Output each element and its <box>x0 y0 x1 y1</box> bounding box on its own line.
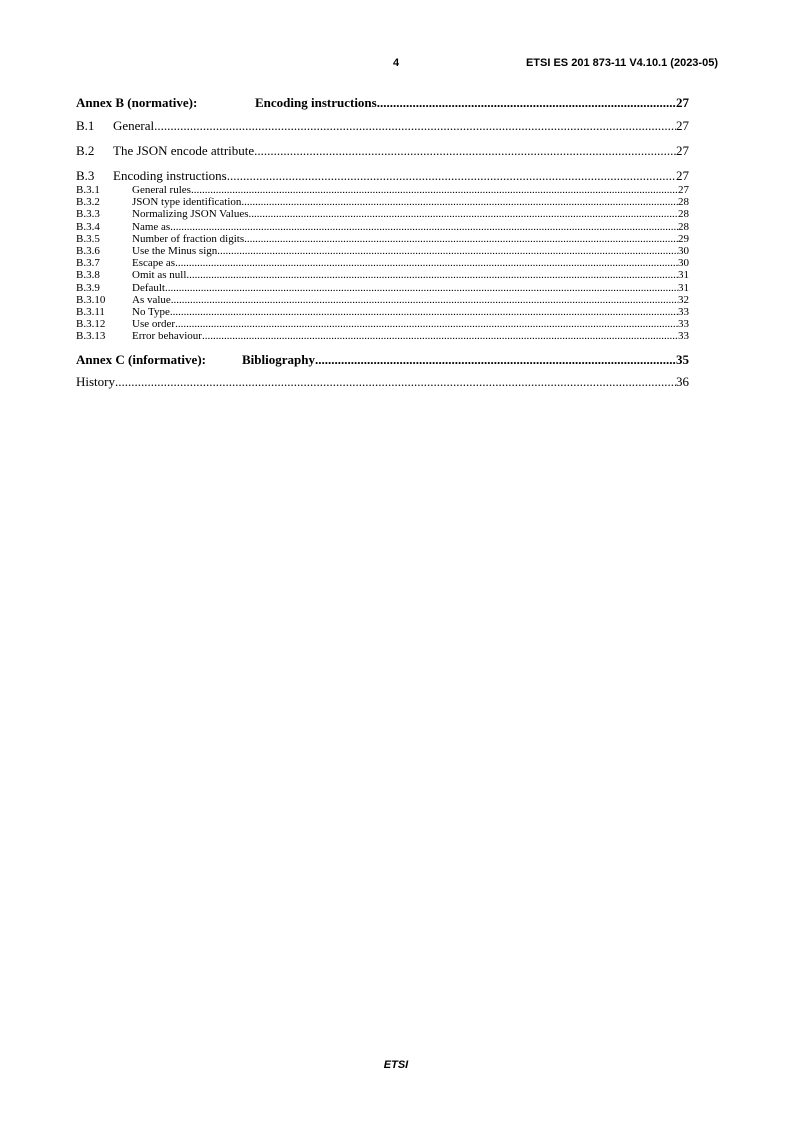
toc-entry-title: Name as <box>132 220 171 233</box>
toc-page-number: 31 <box>678 281 689 294</box>
dot-leader <box>241 196 678 208</box>
dot-leader <box>202 330 678 342</box>
toc-page-number: 36 <box>676 373 689 389</box>
toc-entry-title: History <box>76 373 115 389</box>
toc-page-number: 31 <box>678 269 689 282</box>
toc-entry-title: Error behaviour <box>132 330 202 343</box>
dot-leader <box>191 184 678 196</box>
toc-entry-b3[interactable] <box>76 168 689 184</box>
toc-clause-number: B.3.11 <box>76 306 105 319</box>
toc-entry-b3-8[interactable] <box>76 269 689 281</box>
dot-leader <box>170 306 678 318</box>
dot-leader <box>249 208 678 220</box>
dot-leader <box>175 318 678 330</box>
toc-entry-b3-12[interactable] <box>76 318 689 330</box>
dot-leader <box>254 143 676 159</box>
toc-entry-title: Encoding instructions <box>113 168 227 183</box>
toc-entry-history[interactable] <box>76 374 689 390</box>
toc-page-number: 30 <box>678 245 689 258</box>
toc-page-number: 27 <box>678 184 689 196</box>
toc-clause-number: B.2 <box>76 143 95 158</box>
toc-entry-title: No Type <box>132 306 170 319</box>
toc-clause-number: B.3.9 <box>76 281 100 294</box>
toc-entry-annex-b[interactable] <box>76 94 689 111</box>
toc-clause-number: B.3.13 <box>76 330 106 343</box>
toc-entry-annex-c[interactable] <box>76 351 689 368</box>
toc-entry-b3-7[interactable] <box>76 257 689 269</box>
toc-entry-b3-2[interactable] <box>76 196 689 208</box>
document-id: ETSI ES 201 873-11 V4.10.1 (2023-05) <box>525 57 718 69</box>
toc-page-number: 28 <box>678 196 689 209</box>
toc-page-number: 27 <box>676 95 689 110</box>
toc-entry-b3-10[interactable] <box>76 294 689 306</box>
toc-entry-b3-9[interactable] <box>76 282 689 294</box>
toc-entry-title: Escape as <box>132 257 176 270</box>
toc-page-number: 27 <box>676 143 689 158</box>
toc-clause-number: B.3.4 <box>76 220 100 233</box>
toc-entry-title: Use the Minus sign <box>132 245 218 258</box>
dot-leader <box>315 351 676 368</box>
toc-entry-title: Normalizing JSON Values <box>132 208 249 221</box>
toc-entry-title: Encoding instructions <box>255 95 377 110</box>
toc-entry-title: General <box>113 118 155 133</box>
toc-entry-title: General rules <box>132 184 191 196</box>
toc-clause-number: B.3 <box>76 168 95 183</box>
toc-entry-b3-3[interactable] <box>76 208 689 220</box>
toc-subclause-list <box>76 184 689 343</box>
toc-page-number: 28 <box>678 208 689 221</box>
toc-clause-number: B.3.5 <box>76 232 100 245</box>
toc-page-number: 28 <box>678 220 689 233</box>
toc-clause-number: B.3.1 <box>76 184 100 196</box>
dot-leader <box>175 257 678 269</box>
toc-entry-b1[interactable] <box>76 118 689 134</box>
toc-entry-b3-11[interactable] <box>76 306 689 318</box>
toc-entry-title: As value <box>132 293 171 306</box>
toc-entry-title: Bibliography <box>242 351 315 367</box>
toc-page-number: 27 <box>676 168 689 183</box>
dot-leader <box>217 245 678 257</box>
dot-leader <box>115 374 676 390</box>
toc-entry-title: JSON type identification <box>132 196 242 209</box>
toc-page-number: 27 <box>676 118 689 133</box>
toc-annex-label: Annex B (normative): <box>76 95 198 110</box>
toc-entry-b3-13[interactable] <box>76 330 689 342</box>
toc-entry-b2[interactable] <box>76 143 689 159</box>
toc-clause-number: B.1 <box>76 118 95 133</box>
toc-entry-b3-1[interactable] <box>76 184 689 196</box>
toc-clause-number: B.3.12 <box>76 318 106 331</box>
toc-clause-number: B.3.10 <box>76 293 106 306</box>
toc-entry-title: Default <box>132 281 165 294</box>
table-of-contents <box>76 94 689 390</box>
dot-leader <box>154 118 676 134</box>
toc-clause-number: B.3.8 <box>76 269 100 282</box>
toc-clause-number: B.3.3 <box>76 208 100 221</box>
toc-page-number: 33 <box>678 318 689 331</box>
dot-leader <box>165 282 678 294</box>
toc-annex-label: Annex C (informative): <box>76 351 206 367</box>
dot-leader <box>171 294 678 306</box>
dot-leader <box>227 168 676 184</box>
dot-leader <box>377 94 676 111</box>
toc-page-number: 30 <box>678 257 689 270</box>
toc-page-number: 33 <box>678 306 689 319</box>
dot-leader <box>186 269 678 281</box>
toc-entry-b3-5[interactable] <box>76 233 689 245</box>
toc-entry-b3-4[interactable] <box>76 221 689 233</box>
toc-clause-number: B.3.2 <box>76 196 100 209</box>
dot-leader <box>244 233 678 245</box>
toc-page-number: 32 <box>678 293 689 306</box>
toc-entry-title: Omit as null <box>132 269 187 282</box>
toc-clause-number: B.3.7 <box>76 257 100 270</box>
toc-entry-b3-6[interactable] <box>76 245 689 257</box>
toc-clause-number: B.3.6 <box>76 245 100 258</box>
toc-entry-title: The JSON encode attribute <box>113 143 255 158</box>
dot-leader <box>170 221 678 233</box>
toc-entry-title: Number of fraction digits <box>132 232 245 245</box>
toc-page-number: 29 <box>678 232 689 245</box>
toc-page-number: 35 <box>676 351 689 367</box>
toc-entry-title: Use order <box>132 318 176 331</box>
toc-page-number: 33 <box>678 330 689 343</box>
